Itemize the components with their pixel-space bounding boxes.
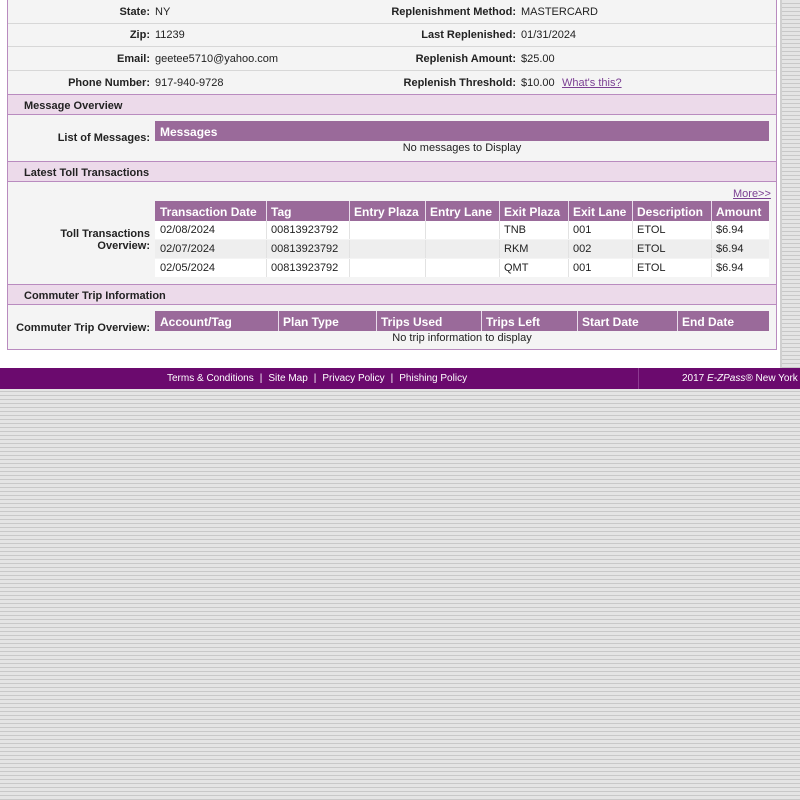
cell-amount: $6.94	[716, 243, 744, 255]
col-amount: Amount	[716, 205, 762, 219]
cell-date: 02/08/2024	[160, 224, 216, 236]
info-row-state	[8, 0, 776, 24]
col-plan-type: Plan Type	[283, 315, 339, 329]
phishing-policy-link[interactable]: Phishing Policy	[399, 373, 468, 384]
col-entry-lane: Entry Lane	[430, 205, 493, 219]
replenishment-method-value: MASTERCARD	[521, 6, 599, 18]
footer-separator: |	[390, 373, 394, 384]
commuter-trip-overview-label: Commuter Trip Overview:	[16, 322, 150, 334]
col-trips-left: Trips Left	[486, 315, 541, 329]
replenishment-method-label: Replenishment Method:	[391, 6, 516, 18]
col-tag: Tag	[271, 205, 292, 219]
col-entry-plaza: Entry Plaza	[354, 205, 419, 219]
phone-label: Phone Number:	[68, 77, 150, 89]
privacy-policy-link[interactable]: Privacy Policy	[322, 373, 385, 384]
replenish-threshold-label: Replenish Threshold:	[403, 77, 516, 89]
cell-tag: 00813923792	[271, 243, 339, 255]
cell-tag: 00813923792	[271, 224, 339, 236]
cell-exit-plaza: TNB	[504, 224, 526, 236]
footer-separator: |	[313, 373, 317, 384]
table-row	[155, 259, 769, 277]
col-exit-lane: Exit Lane	[573, 205, 627, 219]
footer-bar	[0, 368, 800, 389]
commuter-table-header	[155, 311, 769, 331]
cell-exit-lane: 002	[573, 243, 592, 255]
whats-this-link[interactable]: What's this?	[562, 77, 622, 89]
page-content	[0, 0, 782, 368]
copyright-brand: E-ZPass®	[707, 373, 753, 384]
footer-copyright	[682, 373, 798, 384]
site-map-link[interactable]: Site Map	[268, 373, 308, 384]
col-transaction-date: Transaction Date	[160, 205, 257, 219]
last-replenished-label: Last Replenished:	[421, 29, 516, 41]
col-exit-plaza: Exit Plaza	[504, 205, 561, 219]
messages-empty-text: No messages to Display	[402, 142, 522, 154]
cell-date: 02/07/2024	[160, 243, 216, 255]
toll-transactions-overview-label: Toll Transactions Overview:	[60, 228, 150, 252]
cell-amount: $6.94	[716, 224, 744, 236]
cell-exit-lane: 001	[573, 224, 592, 236]
col-end-date: End Date	[682, 315, 735, 329]
toll-transactions-header: Latest Toll Transactions	[8, 161, 776, 182]
replenish-amount-label: Replenish Amount:	[415, 53, 516, 65]
footer-divider	[638, 368, 639, 389]
list-of-messages-label: List of Messages:	[57, 132, 150, 144]
messages-table-header	[155, 121, 769, 141]
cell-tag: 00813923792	[271, 262, 339, 274]
info-row-zip	[8, 23, 776, 47]
footer-links	[167, 373, 467, 384]
phone-value: 917-940-9728	[155, 77, 224, 89]
cell-amount: $6.94	[716, 262, 744, 274]
commuter-empty-text: No trip information to display	[392, 332, 532, 344]
zip-value: 11239	[155, 29, 185, 41]
last-replenished-value: 01/31/2024	[521, 29, 577, 41]
table-row	[155, 221, 769, 239]
col-account-tag: Account/Tag	[160, 315, 232, 329]
messages-column-header: Messages	[160, 125, 218, 139]
commuter-trip-header: Commuter Trip Information	[8, 284, 776, 305]
table-row	[155, 240, 769, 258]
cell-exit-plaza: RKM	[504, 243, 529, 255]
replenish-threshold-value: $10.00	[521, 77, 555, 89]
copyright-region: New York	[755, 373, 798, 384]
info-row-email	[8, 47, 776, 71]
email-label: Email:	[116, 53, 150, 65]
col-trips-used: Trips Used	[381, 315, 443, 329]
copyright-year: 2017	[682, 373, 705, 384]
replenish-amount-value: $25.00	[521, 53, 555, 65]
state-value: NY	[155, 6, 171, 18]
cell-description: ETOL	[637, 262, 666, 274]
more-transactions-link[interactable]: More>>	[733, 188, 771, 200]
cell-date: 02/05/2024	[160, 262, 216, 274]
cell-exit-plaza: QMT	[504, 262, 529, 274]
state-label: State:	[119, 6, 150, 18]
cell-description: ETOL	[637, 243, 666, 255]
terms-link[interactable]: Terms & Conditions	[167, 373, 254, 384]
email-value: geetee5710@yahoo.com	[155, 53, 279, 65]
account-panel	[7, 0, 777, 350]
col-description: Description	[637, 205, 704, 219]
toll-table-header	[155, 201, 769, 221]
message-overview-header: Message Overview	[8, 94, 776, 115]
cell-description: ETOL	[637, 224, 666, 236]
info-row-phone	[8, 71, 776, 94]
footer-separator: |	[259, 373, 263, 384]
cell-exit-lane: 001	[573, 262, 592, 274]
zip-label: Zip:	[129, 29, 150, 41]
col-start-date: Start Date	[582, 315, 639, 329]
